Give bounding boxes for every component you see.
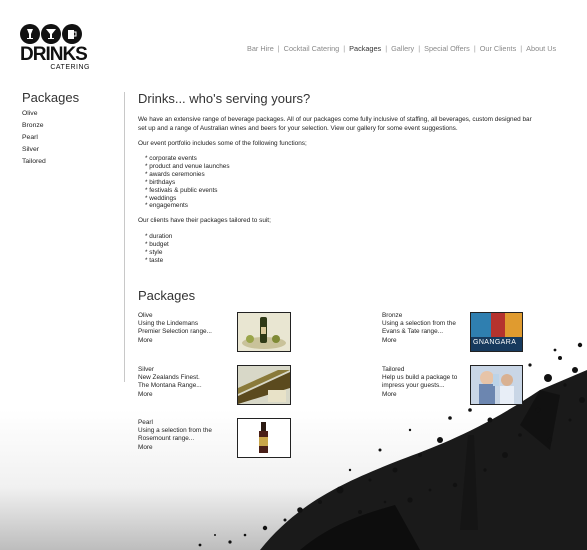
silver-thumbnail[interactable] [237,365,291,405]
package-desc-1: Using a selection from the [138,427,212,435]
nav-gallery[interactable]: Gallery [391,44,415,53]
nav-cocktail-catering[interactable]: Cocktail Catering [283,44,340,53]
list-item: * corporate events [145,155,197,162]
list-item: * engagements [145,202,188,210]
list-item: * budget [145,240,169,248]
bronze-more-link[interactable]: More [382,336,397,344]
package-desc-2: The Montana Range... [138,382,202,390]
page-title: Drinks... who's serving yours? [138,91,311,106]
sidebar-item-tailored[interactable]: Tailored [22,158,46,165]
nav-separator: | [343,44,346,53]
package-desc-1: Help us build a package to [382,374,458,382]
pearl-more-link[interactable]: More [138,443,153,451]
package-name: Olive [138,312,153,319]
nav-separator: | [385,44,388,53]
logo-subtitle: CATERING [50,64,90,71]
nav-separator: | [277,44,280,53]
intro-line-2: set up and a range of Australian wines and beers for your selection. View our gallery for some event suggestions. [138,124,458,132]
bronze-thumb-label: GNANGARA [473,339,517,346]
list-item: * taste [145,256,164,264]
list-item: * weddings [145,194,177,202]
pearl-thumbnail[interactable] [237,418,291,458]
sidebar-title: Packages [22,90,80,105]
nav-separator: | [418,44,421,53]
package-desc-2: Rosemount range... [138,435,195,443]
cocktail-glass-icon [41,24,61,44]
package-name: Tailored [382,366,405,373]
logo-word: DRINKS [20,44,87,65]
intro-paragraph [138,116,548,133]
nav-special-offers[interactable]: Special Offers [424,44,470,53]
list-item: * style [145,248,163,256]
sidebar-item-bronze[interactable]: Bronze [22,122,44,129]
logo-glasses [20,24,90,44]
nav-separator: | [520,44,523,53]
list-item: * birthdays [145,178,176,186]
package-desc-2: impress your guests... [382,382,445,390]
package-desc-1: Using the Lindemans [138,320,199,328]
package-name: Pearl [138,419,153,426]
nav-bar-hire[interactable]: Bar Hire [247,44,274,53]
package-desc-2: Premier Selection range... [138,328,212,336]
silver-more-link[interactable]: More [138,390,153,398]
nav-packages[interactable]: Packages [349,44,382,53]
nav-about-us[interactable]: About Us [526,44,557,53]
ink-splatter-decoration [0,330,587,550]
beer-mug-icon [62,24,82,44]
sidebar-item-silver[interactable]: Silver [22,146,39,153]
olive-thumbnail[interactable] [237,312,291,352]
tailored-intro: Our clients have their packages tailored to suit; [138,217,271,224]
package-olive [138,312,212,345]
package-desc-2: Evans & Tate range... [382,328,443,336]
package-pearl [138,419,212,452]
olive-more-link[interactable]: More [138,336,153,344]
wine-glass-icon [20,24,40,44]
list-item: * festivals & public events [145,186,218,194]
top-navigation [247,44,556,53]
sidebar-item-olive[interactable]: Olive [22,110,38,117]
package-bronze [382,312,456,345]
package-name: Bronze [382,312,403,319]
sidebar-list [22,110,46,170]
tailored-thumbnail[interactable] [470,365,523,405]
tailored-list [145,233,172,265]
list-item: * duration [145,233,173,240]
sidebar-item-pearl[interactable]: Pearl [22,134,38,141]
package-desc-1: New Zealands Finest. [138,374,200,382]
package-desc-1: Using a selection from the [382,320,456,328]
bronze-thumbnail[interactable] [470,312,523,352]
functions-list [145,155,230,210]
logo[interactable] [20,24,90,74]
package-silver [138,366,202,399]
portfolio-intro: Our event portfolio includes some of the following functions; [138,140,307,147]
list-item: * awards ceremonies [145,170,205,178]
package-tailored [382,366,457,399]
nav-our-clients[interactable]: Our Clients [479,44,517,53]
tailored-more-link[interactable]: More [382,390,397,398]
list-item: * product and venue launches [145,162,230,170]
package-name: Silver [138,366,154,373]
nav-separator: | [473,44,476,53]
intro-line-1: We have an extensive range of beverage packages. All of our packages come fully inclusive of staffing, all beverages, custom designed bar [138,116,532,123]
packages-heading: Packages [138,288,196,303]
